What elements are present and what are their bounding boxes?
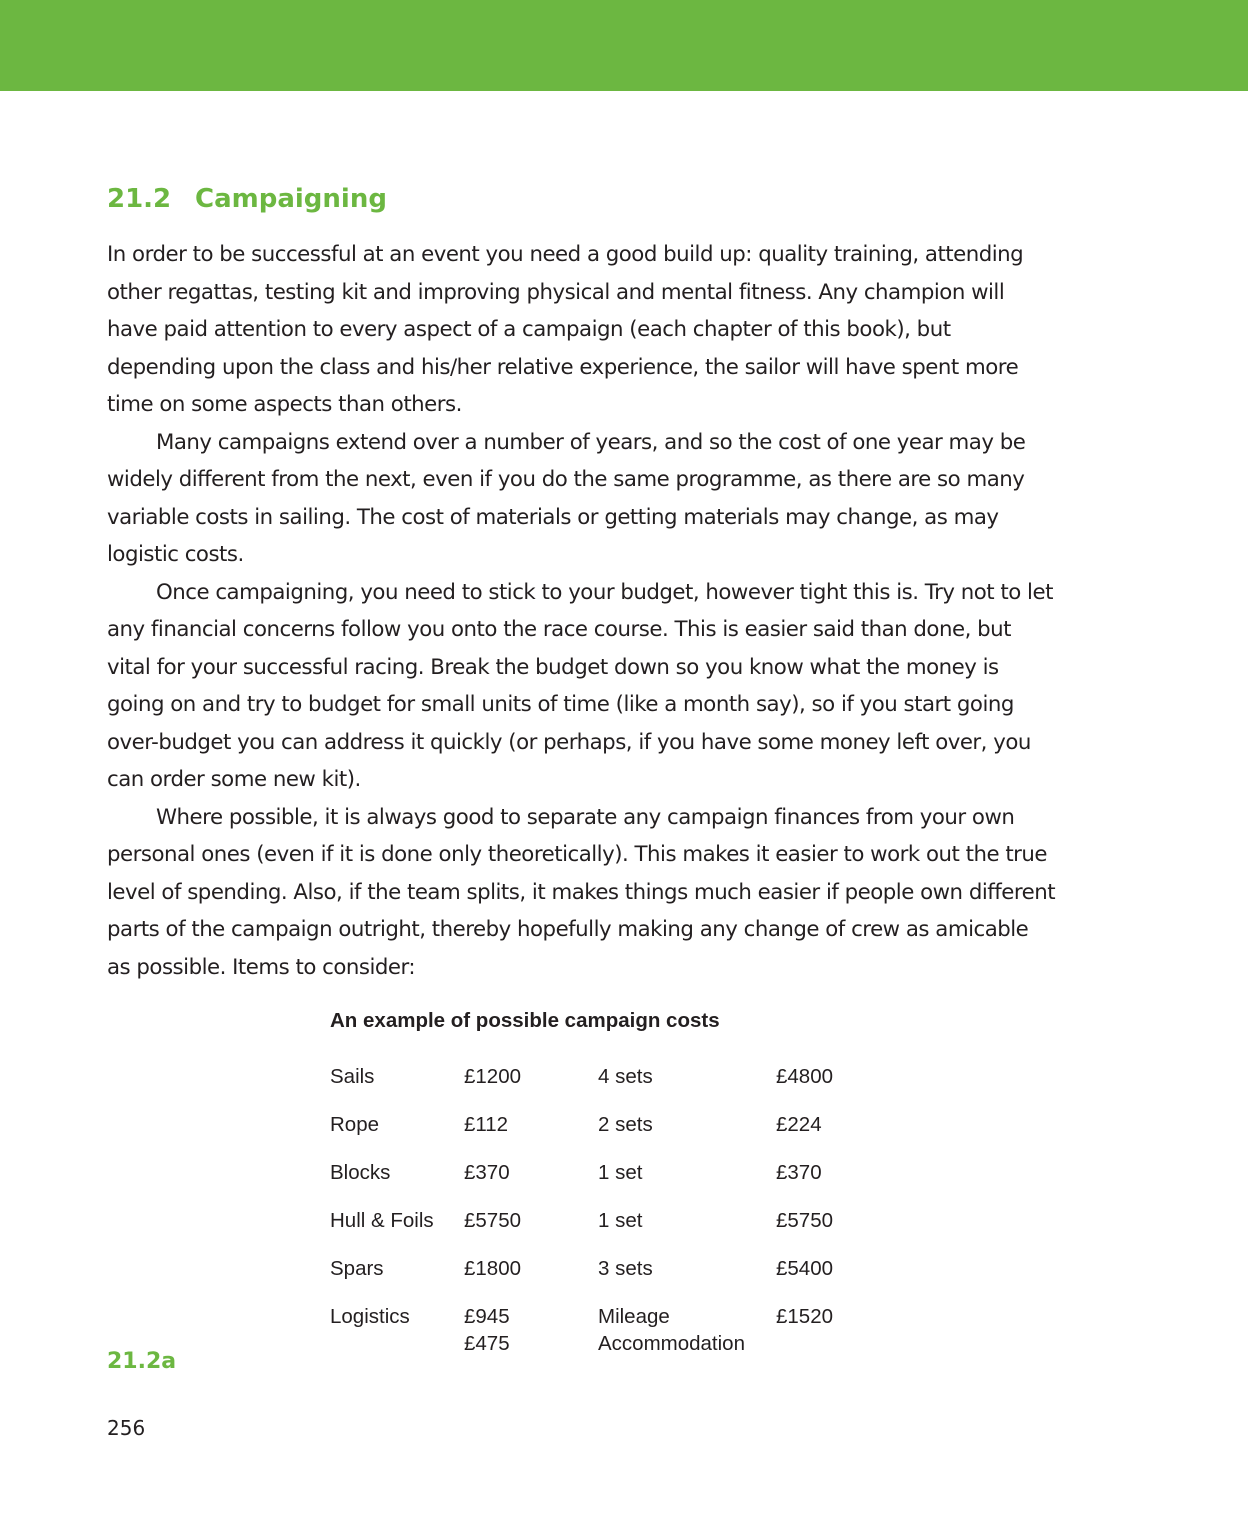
unit-cost-cell: £1200 [464, 1065, 522, 1088]
total-cell: £4800 [776, 1065, 834, 1088]
table-row [330, 1207, 876, 1255]
campaign-costs-table [330, 1063, 876, 1355]
item-cell: Spars [330, 1257, 384, 1280]
item-cell: Blocks [330, 1161, 391, 1184]
total-cell: £5750 [776, 1209, 834, 1232]
table-row [330, 1111, 876, 1159]
unit-cost-cell: £370 [464, 1161, 510, 1184]
page-number: 256 [107, 1416, 146, 1440]
paragraph: Where possible, it is always good to separate any campaign finances from your own personal ones (even if it is done only theoretically). This makes it easier to work out the true level of spending. Also, if the team splits, it makes things much easier if people own different parts of the campaign outright, thereby hopefully making any change of crew as amicable as possible. Items to consider: [107, 804, 1056, 980]
unit-cost-cell: £112 [464, 1113, 509, 1136]
paragraph: In order to be successful at an event you need a good build up: quality training, attending other regattas, testing kit and improving physical and mental fitness. Any champion will have paid attention to every aspect of a campaign (each chapter of this book), but depending upon the class and his/her relative experience, the sailor will have spent more time on some aspects than others. [107, 242, 1024, 417]
total-cell: £224 [776, 1113, 822, 1136]
quantity-cell: 2 sets [598, 1113, 653, 1136]
section-heading [107, 184, 387, 214]
unit-cost-line: £945 [464, 1305, 510, 1328]
table-row [330, 1159, 876, 1207]
quantity-cell [598, 1303, 776, 1355]
body-text [107, 236, 1057, 986]
table-caption: An example of possible campaign costs [330, 1009, 720, 1032]
quantity-cell: 1 set [598, 1161, 643, 1184]
header-color-band [0, 0, 1248, 91]
total-cell: £1520 [776, 1305, 834, 1328]
unit-cost-cell: £1800 [464, 1257, 522, 1280]
table-row [330, 1255, 876, 1303]
quantity-line: Mileage [598, 1305, 670, 1328]
item-cell: Sails [330, 1065, 375, 1088]
unit-cost-line: £475 [464, 1332, 510, 1355]
paragraph: Many campaigns extend over a number of years, and so the cost of one year may be widely different from the next, even if you do the same programme, as there are so many variable costs in sailing. The cost of materials or getting materials may change, as may logistic costs. [107, 429, 1026, 567]
quantity-cell: 1 set [598, 1209, 643, 1232]
quantity-cell: 3 sets [598, 1257, 653, 1280]
quantity-cell: 4 sets [598, 1065, 653, 1088]
unit-cost-cell: £5750 [464, 1209, 522, 1232]
total-cell: £370 [776, 1161, 822, 1184]
item-cell: Logistics [330, 1305, 410, 1328]
item-cell: Rope [330, 1113, 380, 1136]
section-title: Campaigning [195, 184, 387, 214]
item-cell: Hull & Foils [330, 1209, 434, 1232]
table-row [330, 1063, 876, 1111]
quantity-line: Accommodation [598, 1332, 745, 1355]
table-row [330, 1303, 876, 1355]
total-cell: £5400 [776, 1257, 834, 1280]
section-number: 21.2 [107, 184, 172, 214]
figure-label: 21.2a [107, 1349, 177, 1374]
paragraph: Once campaigning, you need to stick to your budget, however tight this is. Try not to let any financial concerns follow you onto the race course. This is easier said than done, but vital for your successful racing. Break the budget down so you know what the money is going on and try to budget for small units of time (like a month say), so if you start going over-budget you can address it quickly (or perhaps, if you have some money left over, you can order some new kit). [107, 579, 1053, 792]
unit-cost-cell [464, 1303, 598, 1355]
